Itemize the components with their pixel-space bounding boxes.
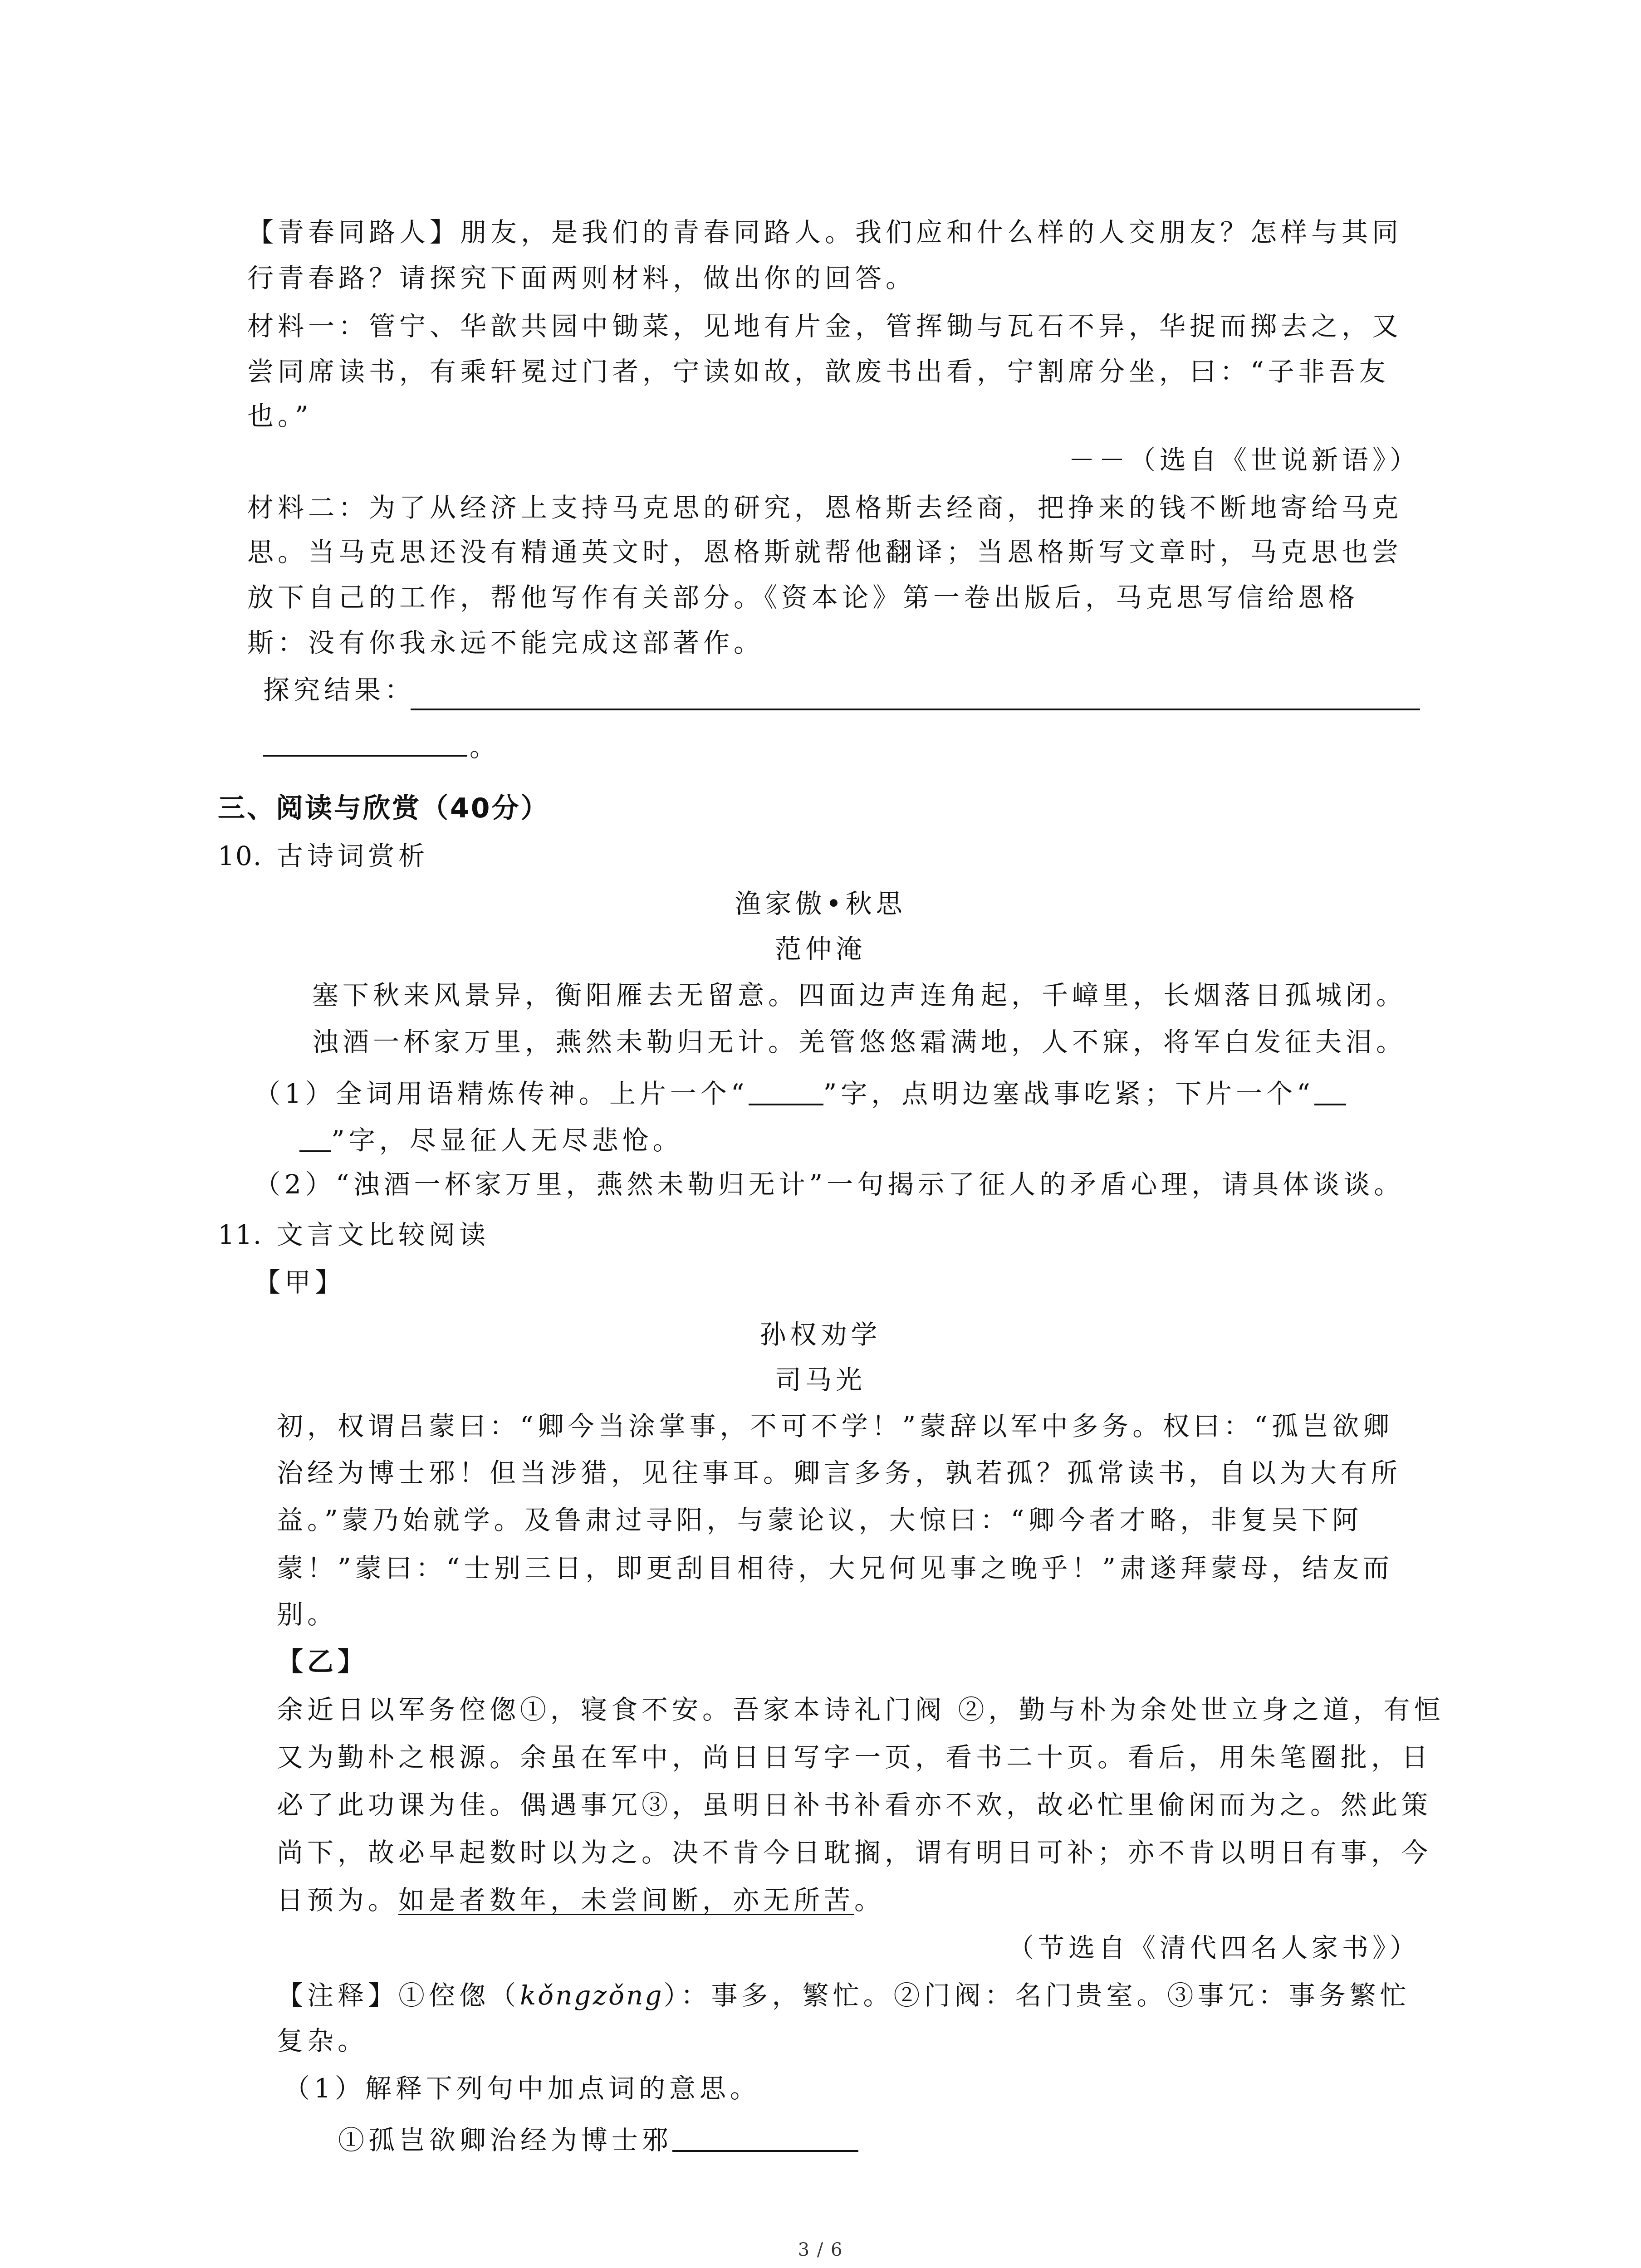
q10-sub1-text-b: ”字，点明边塞战事吃紧；下片一个“ [823,1078,1314,1109]
qingchun-intro-line2: 行青春路？请探究下面两则材料，做出你的回答。 [247,263,916,293]
annotation-a: 【注释】①倥偬（ [277,1980,520,2011]
result-period: 。 [470,732,500,763]
annotation-line1 [277,1982,1411,2009]
q10-sub1 [254,1077,1346,1107]
q11-sub1-item1 [338,2124,858,2156]
material2-line1: 材料二：为了从经济上支持马克思的研究，恩格斯去经商，把挣来的钱不断地寄给马克 [247,492,1403,523]
section-title: 三、阅读与欣赏（40分） [218,792,550,824]
q10-sub1-text-a: （1）全词用语精炼传神。上片一个“ [254,1078,749,1109]
q10-sub2: （2）“浊酒一杯家万里，燕然未勒归无计”一句揭示了征人的矛盾心理，请具体谈谈。 [254,1169,1405,1200]
q11-number: 11. [218,1219,263,1250]
q10-blank-1[interactable] [749,1077,823,1105]
yi-line1: 余近日以军务倥偬①，寝食不安。吾家本诗礼门阀 ②，勤与朴为余处世立身之道，有恒 [277,1694,1445,1725]
q11-sub1-item1-blank[interactable] [672,2124,858,2152]
q11-sub1-item1-text: ①孤岂欲卿治经为博士邪 [338,2125,673,2156]
yi-line5-a: 日预为。 [277,1885,399,1916]
q10-sub1-cont [299,1124,683,1154]
poem-title: 渔家傲•秋思 [735,888,906,919]
yi-line5-c: 。 [854,1885,885,1916]
page-number: 3 / 6 [798,2239,843,2260]
q10-blank-2-cont[interactable] [299,1124,331,1152]
yi-source: （节选自《清代四名人家书》） [1007,1932,1420,1963]
annotation-line2: 复杂。 [277,2025,368,2056]
yi-line5 [277,1885,885,1916]
q10-number: 10. [218,841,263,871]
q10-sub1-text-c: ”字，尽显征人无尽悲怆。 [331,1125,683,1156]
poem-author: 范仲淹 [774,934,866,964]
jia-line1: 初，权谓吕蒙曰：“卿今当涂掌事，不可不学！”蒙辞以军中多务。权曰：“孤岂欲卿 [277,1411,1393,1442]
q11-sub1: （1）解释下列句中加点词的意思。 [284,2073,760,2104]
material1-line1: 材料一：管宁、华歆共园中锄菜，见地有片金，管挥锄与瓦石不异，华捉而掷去之，又 [247,311,1403,342]
yi-underlined-sentence: 如是者数年，未尝间断，亦无所苦 [398,1885,855,1916]
poem-line2: 浊酒一杯家万里，燕然未勒归无计。羌管悠悠霜满地，人不寐，将军白发征夫泪。 [312,1026,1407,1057]
yi-label: 【乙】 [277,1646,368,1677]
material1-line2: 尝同席读书，有乘轩冕过门者，宁读如故，歆废书出看，宁割席分坐，曰：“子非吾友 [247,356,1390,387]
q10-blank-2[interactable] [1314,1077,1346,1105]
yi-line3: 必了此功课为佳。偶遇事冗③，虽明日补书补看亦不欢，故必忙里偷闲而为之。然此策 [277,1789,1432,1820]
q11-title: 文言文比较阅读 [277,1219,490,1250]
result-answer-line[interactable] [411,709,1420,710]
jia-line4: 蒙！”蒙曰：“士别三日，即更刮目相待，大兄何见事之晚乎！”肃遂拜蒙母，结友而 [277,1553,1393,1584]
material2-line2: 思。当马克思还没有精通英文时，恩格斯就帮他翻译；当恩格斯写文章时，马克思也尝 [247,537,1403,567]
material1-source: －－（选自《世说新语》） [1068,445,1420,475]
material2-line3: 放下自己的工作，帮他写作有关部分。《资本论》第一卷出版后，马克思写信给恩格 [247,582,1359,613]
jia-label: 【甲】 [254,1267,346,1298]
yi-line4: 尚下，故必早起数时以为之。决不肯今日耽搁，谓有明日可补；亦不肯以明日有事，今 [277,1837,1432,1868]
jia-line3: 益。”蒙乃始就学。及鲁肃过寻阳，与蒙论议，大惊曰：“卿今者才略，非复吴下阿 [277,1505,1363,1535]
q10-title: 古诗词赏析 [277,841,429,871]
yi-line2: 又为勤朴之根源。余虽在军中，尚日日写字一页，看书二十页。看后，用朱笔圈批，日 [277,1742,1432,1773]
jia-line2: 治经为博士邪！但当涉猎，见往事耳。卿言多务，孰若孤？孤常读书，自以为大有所 [277,1457,1402,1488]
annotation-b: ）：事多，繁忙。②门阀：名门贵室。③事冗：事务繁忙 [663,1980,1411,2011]
jia-line5: 别。 [277,1599,338,1630]
text-author: 司马光 [774,1364,866,1395]
annotation-pinyin: kǒngzǒng [520,1980,664,2011]
material2-line4: 斯：没有你我永远不能完成这部著作。 [247,627,764,658]
qingchun-intro-line1: 【青春同路人】朋友，是我们的青春同路人。我们应和什么样的人交朋友？怎样与其同 [247,217,1403,248]
result-label: 探究结果： [263,675,416,705]
material1-line3: 也。” [247,401,313,431]
poem-line1: 塞下秋来风景异，衡阳雁去无留意。四面边声连角起，千嶂里，长烟落日孤城闭。 [312,980,1407,1011]
result-answer-line-2[interactable] [263,755,467,757]
text-title: 孙权劝学 [759,1319,882,1350]
